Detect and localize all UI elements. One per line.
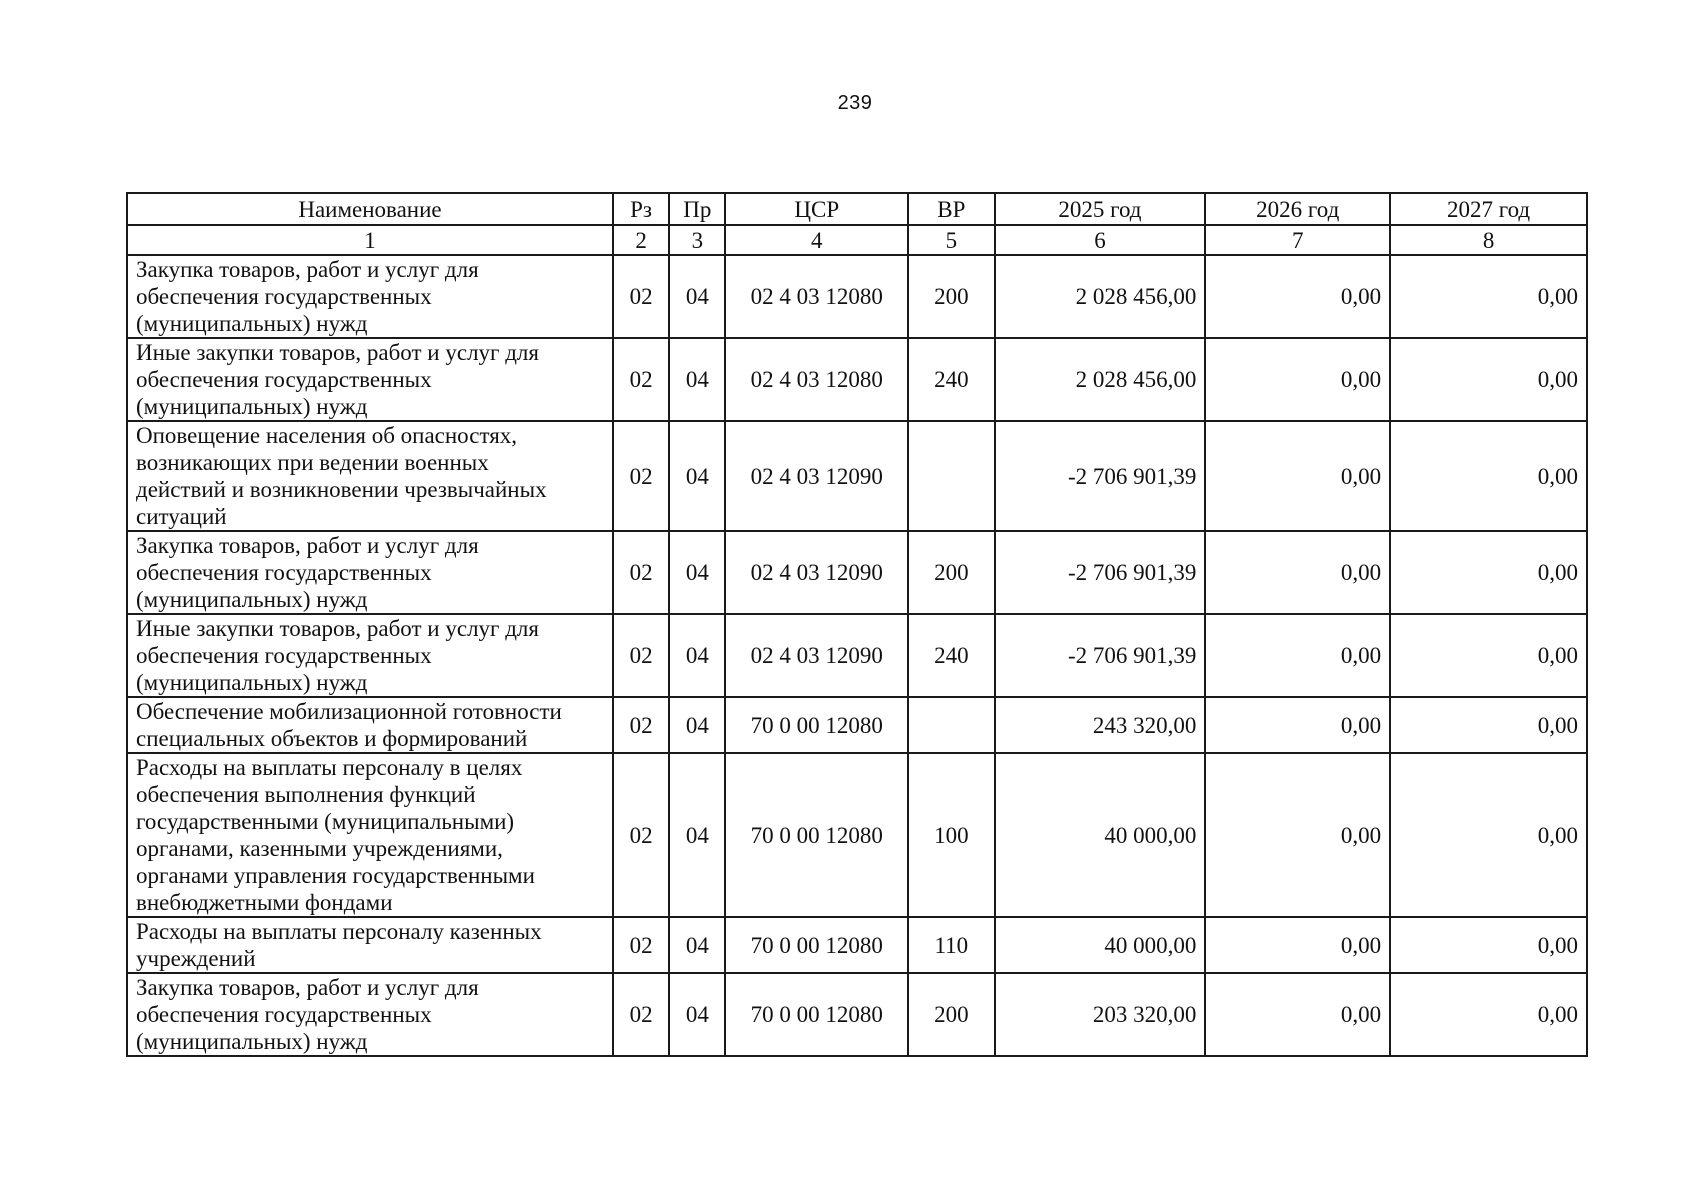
row-name-line: специальных объектов и формирований [136, 726, 528, 751]
row-name [127, 255, 613, 338]
row-name-line: действий и возникновении чрезвычайных [136, 477, 547, 502]
row-vr [908, 697, 994, 753]
row-pr: 04 [669, 421, 725, 531]
row-name-line: органами, казенными учреждениями, [136, 836, 503, 861]
row-amount-2027: 0,00 [1390, 338, 1587, 421]
table-row [127, 917, 1587, 973]
row-name-line: государственными (муниципальными) [136, 809, 515, 834]
row-name-line: (муниципальных) нужд [136, 1029, 368, 1054]
row-pr: 04 [669, 614, 725, 697]
row-rz: 02 [613, 255, 669, 338]
header-2027: 2027 год [1390, 193, 1587, 225]
row-name-line: (муниципальных) нужд [136, 587, 368, 612]
table-row [127, 338, 1587, 421]
row-amount-2026: 0,00 [1205, 753, 1390, 917]
row-csr: 02 4 03 12080 [725, 255, 908, 338]
row-amount-2026: 0,00 [1205, 973, 1390, 1056]
table-row [127, 973, 1587, 1056]
row-amount-2027: 0,00 [1390, 973, 1587, 1056]
row-name-line: органами управления государственными [136, 863, 535, 888]
column-number: 5 [908, 225, 994, 255]
row-rz: 02 [613, 421, 669, 531]
column-number: 3 [669, 225, 725, 255]
row-name-line: (муниципальных) нужд [136, 394, 368, 419]
row-name-line: обеспечения государственных [136, 284, 432, 309]
row-name-line: учреждений [136, 946, 256, 971]
row-name [127, 753, 613, 917]
row-name-line: Иные закупки товаров, работ и услуг для [136, 340, 539, 365]
row-name-line: Расходы на выплаты персоналу казенных [136, 919, 542, 944]
row-pr: 04 [669, 697, 725, 753]
table-row [127, 697, 1587, 753]
row-amount-2025: 203 320,00 [995, 973, 1206, 1056]
header-2025: 2025 год [995, 193, 1206, 225]
row-vr: 240 [908, 614, 994, 697]
row-rz: 02 [613, 697, 669, 753]
page-number: 239 [837, 92, 873, 114]
row-name [127, 973, 613, 1056]
header-2026: 2026 год [1205, 193, 1390, 225]
budget-table [126, 192, 1588, 1057]
column-number: 8 [1390, 225, 1587, 255]
table-row [127, 531, 1587, 614]
row-name-line: Обеспечение мобилизационной готовности [136, 699, 562, 724]
row-name-line: Закупка товаров, работ и услуг для [136, 975, 479, 1000]
table-row [127, 753, 1587, 917]
column-number: 7 [1205, 225, 1390, 255]
row-vr: 240 [908, 338, 994, 421]
row-amount-2027: 0,00 [1390, 255, 1587, 338]
row-pr: 04 [669, 917, 725, 973]
row-name-line: Иные закупки товаров, работ и услуг для [136, 616, 539, 641]
row-name-line: обеспечения государственных [136, 560, 432, 585]
row-name [127, 917, 613, 973]
row-csr: 02 4 03 12090 [725, 531, 908, 614]
table-row [127, 614, 1587, 697]
row-amount-2026: 0,00 [1205, 531, 1390, 614]
row-csr: 70 0 00 12080 [725, 917, 908, 973]
header-rz: Рз [613, 193, 669, 225]
row-name [127, 531, 613, 614]
row-amount-2027: 0,00 [1390, 697, 1587, 753]
row-vr: 200 [908, 255, 994, 338]
row-amount-2025: 243 320,00 [995, 697, 1206, 753]
row-csr: 02 4 03 12090 [725, 614, 908, 697]
row-pr: 04 [669, 255, 725, 338]
row-amount-2027: 0,00 [1390, 531, 1587, 614]
row-name-line: внебюджетными фондами [136, 890, 393, 915]
row-name [127, 697, 613, 753]
row-name-line: обеспечения выполнения функций [136, 782, 476, 807]
table-body [127, 255, 1587, 1056]
row-amount-2025: 2 028 456,00 [995, 255, 1206, 338]
column-number-row [127, 225, 1587, 255]
column-number: 4 [725, 225, 908, 255]
row-amount-2027: 0,00 [1390, 421, 1587, 531]
row-amount-2026: 0,00 [1205, 255, 1390, 338]
column-number: 6 [995, 225, 1206, 255]
row-name-line: Оповещение населения об опасностях, [136, 423, 518, 448]
row-name-line: обеспечения государственных [136, 643, 432, 668]
row-vr: 200 [908, 531, 994, 614]
row-amount-2026: 0,00 [1205, 338, 1390, 421]
row-csr: 70 0 00 12080 [725, 973, 908, 1056]
row-rz: 02 [613, 753, 669, 917]
row-csr: 02 4 03 12090 [725, 421, 908, 531]
row-amount-2025: -2 706 901,39 [995, 614, 1206, 697]
row-amount-2026: 0,00 [1205, 697, 1390, 753]
row-name-line: Закупка товаров, работ и услуг для [136, 533, 479, 558]
row-name-line: обеспечения государственных [136, 1002, 432, 1027]
row-name-line: Расходы на выплаты персоналу в целях [136, 755, 523, 780]
row-amount-2026: 0,00 [1205, 421, 1390, 531]
row-name [127, 338, 613, 421]
row-amount-2027: 0,00 [1390, 753, 1587, 917]
row-vr: 100 [908, 753, 994, 917]
row-amount-2025: 2 028 456,00 [995, 338, 1206, 421]
row-name-line: Закупка товаров, работ и услуг для [136, 257, 479, 282]
row-amount-2025: 40 000,00 [995, 753, 1206, 917]
row-name [127, 421, 613, 531]
table-row [127, 255, 1587, 338]
row-name-line: обеспечения государственных [136, 367, 432, 392]
header-row [127, 193, 1587, 225]
row-name-line: (муниципальных) нужд [136, 311, 368, 336]
row-name [127, 614, 613, 697]
row-rz: 02 [613, 917, 669, 973]
row-pr: 04 [669, 973, 725, 1056]
header-vr: ВР [908, 193, 994, 225]
row-name-line: ситуаций [136, 504, 227, 529]
row-rz: 02 [613, 531, 669, 614]
row-amount-2025: 40 000,00 [995, 917, 1206, 973]
row-amount-2026: 0,00 [1205, 917, 1390, 973]
row-pr: 04 [669, 753, 725, 917]
row-csr: 02 4 03 12080 [725, 338, 908, 421]
header-csr: ЦСР [725, 193, 908, 225]
header-name: Наименование [127, 193, 613, 225]
row-amount-2025: -2 706 901,39 [995, 531, 1206, 614]
row-amount-2027: 0,00 [1390, 614, 1587, 697]
header-pr: Пр [669, 193, 725, 225]
column-number: 2 [613, 225, 669, 255]
row-name-line: возникающих при ведении военных [136, 450, 489, 475]
row-pr: 04 [669, 338, 725, 421]
row-rz: 02 [613, 614, 669, 697]
row-csr: 70 0 00 12080 [725, 697, 908, 753]
row-vr: 200 [908, 973, 994, 1056]
row-vr: 110 [908, 917, 994, 973]
column-number: 1 [127, 225, 613, 255]
row-amount-2026: 0,00 [1205, 614, 1390, 697]
row-rz: 02 [613, 338, 669, 421]
table-row [127, 421, 1587, 531]
row-amount-2027: 0,00 [1390, 917, 1587, 973]
row-pr: 04 [669, 531, 725, 614]
row-amount-2025: -2 706 901,39 [995, 421, 1206, 531]
row-rz: 02 [613, 973, 669, 1056]
row-name-line: (муниципальных) нужд [136, 670, 368, 695]
row-vr [908, 421, 994, 531]
row-csr: 70 0 00 12080 [725, 753, 908, 917]
